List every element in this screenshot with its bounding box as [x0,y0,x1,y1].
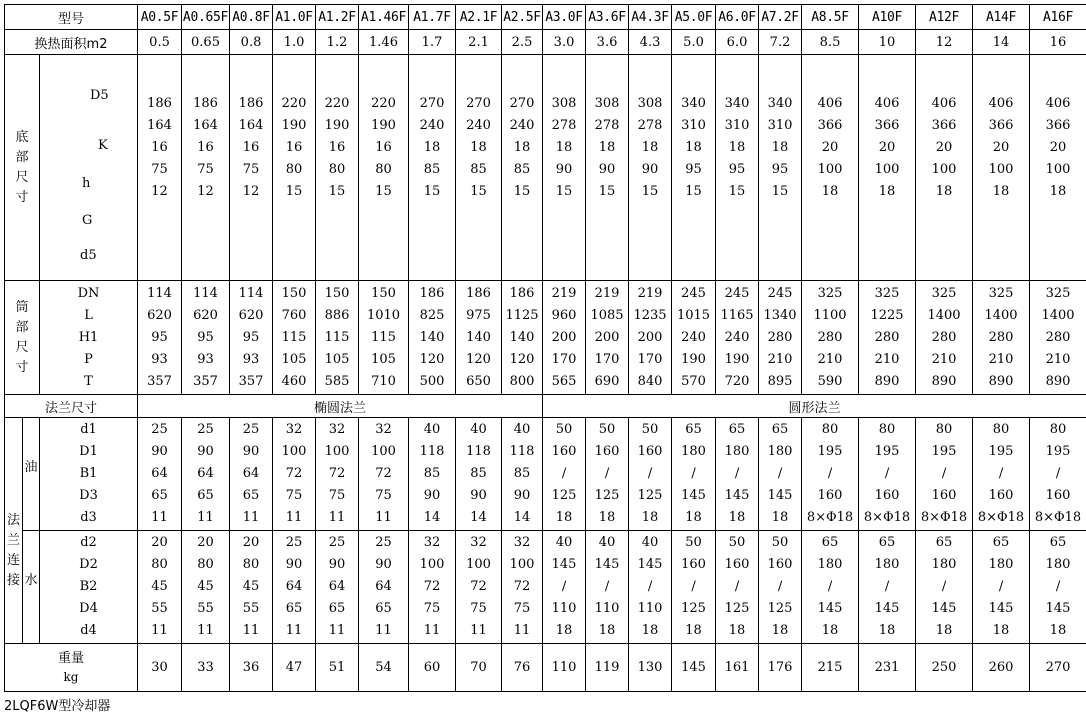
shell-values: 325 1100 280 210 590 [802,281,859,395]
model-cell: A12F [916,5,973,30]
water-values: 40 145 / 110 18 [629,531,672,644]
shell-values: 219 1235 200 170 840 [629,281,672,395]
oil-values: 80 195 / 160 8×Φ18 [859,418,916,531]
model-cell: A14F [973,5,1030,30]
oil-param-labels: d1 D1 B1 D3 d3 [40,418,138,531]
water-values: 32 100 72 75 11 [502,531,543,644]
weight-cell: 231 [859,644,916,692]
oil-values: 32 100 72 75 11 [359,418,409,531]
weight-cell: 130 [629,644,672,692]
base-values: 406 366 20 100 18 [916,55,973,281]
model-cell: A8.5F [802,5,859,30]
flange-conn-label: 法 兰 连 接 [5,418,23,644]
model-label: 型号 [5,5,138,30]
water-param-labels: d2 D2 B2 D4 d4 [40,531,138,644]
oil-values: 32 100 72 75 11 [316,418,359,531]
weight-cell: 60 [409,644,456,692]
water-values: 50 160 / 125 18 [759,531,802,644]
oil-values: 25 90 64 65 11 [230,418,273,531]
base-values: 340 310 18 95 15 [672,55,716,281]
flange-size-label: 法兰尺寸 [5,395,138,418]
model-cell: A7.2F [759,5,802,30]
weight-cell: 47 [273,644,316,692]
oil-values: 40 118 85 90 14 [502,418,543,531]
area-cell: 0.65 [182,30,230,55]
base-values: 406 366 20 100 18 [1030,55,1086,281]
area-cell: 10 [859,30,916,55]
model-cell: A5.0F [672,5,716,30]
base-param-label: d5 [80,247,97,263]
shell-values: 245 1165 240 190 720 [716,281,759,395]
oil-values: 80 195 / 160 8×Φ18 [916,418,973,531]
base-param-labels [40,55,138,281]
base-values: 270 240 18 85 15 [409,55,456,281]
area-cell: 2.5 [502,30,543,55]
model-cell: A6.0F [716,5,759,30]
weight-cell: 250 [916,644,973,692]
water-values: 32 100 72 75 11 [456,531,502,644]
water-values: 50 160 / 125 18 [716,531,759,644]
area-cell: 3.6 [586,30,629,55]
water-values: 40 145 / 110 18 [543,531,586,644]
oil-values: 65 180 / 145 18 [716,418,759,531]
area-cell: 4.3 [629,30,672,55]
area-cell: 5.0 [672,30,716,55]
water-values: 25 90 64 65 11 [359,531,409,644]
shell-values: 186 975 140 120 650 [456,281,502,395]
model-cell: A0.5F [138,5,182,30]
oil-label: 油 [23,418,40,531]
oil-values: 80 195 / 160 8×Φ18 [802,418,859,531]
weight-cell: 119 [586,644,629,692]
water-values: 65 180 / 145 18 [802,531,859,644]
base-values: 308 278 18 90 15 [629,55,672,281]
model-cell: A1.2F [316,5,359,30]
shell-values: 325 1400 280 210 890 [916,281,973,395]
shell-values: 325 1225 280 210 890 [859,281,916,395]
oil-values: 80 195 / 160 8×Φ18 [973,418,1030,531]
area-cell: 1.0 [273,30,316,55]
weight-cell: 76 [502,644,543,692]
water-values: 32 100 72 75 11 [409,531,456,644]
weight-cell: 270 [1030,644,1086,692]
area-cell: 14 [973,30,1030,55]
oil-values: 25 90 64 65 11 [182,418,230,531]
water-label: 水 [23,531,40,644]
base-param-label: G [82,212,93,228]
area-cell: 0.8 [230,30,273,55]
oval-flange-label: 椭圆法兰 [138,395,543,418]
base-param-label: h [82,175,91,191]
base-values: 186 164 16 75 12 [230,55,273,281]
weight-cell: 70 [456,644,502,692]
shell-values: 245 1340 280 210 895 [759,281,802,395]
water-values: 20 80 45 55 11 [230,531,273,644]
base-values: 186 164 16 75 12 [182,55,230,281]
model-cell: A2.1F [456,5,502,30]
base-values: 406 366 20 100 18 [973,55,1030,281]
base-values: 220 190 16 80 15 [359,55,409,281]
water-values: 65 180 / 145 18 [859,531,916,644]
area-cell: 7.2 [759,30,802,55]
weight-cell: 51 [316,644,359,692]
oil-values: 80 195 / 160 8×Φ18 [1030,418,1086,531]
oil-values: 50 160 / 125 18 [629,418,672,531]
weight-cell: 30 [138,644,182,692]
oil-values: 50 160 / 125 18 [586,418,629,531]
water-values: 50 160 / 125 18 [672,531,716,644]
area-label: 换热面积m2 [5,30,138,55]
area-cell: 8.5 [802,30,859,55]
base-values: 308 278 18 90 15 [586,55,629,281]
weight-cell: 145 [672,644,716,692]
shell-values: 114 620 95 93 357 [230,281,273,395]
model-cell: A0.8F [230,5,273,30]
base-values: 308 278 18 90 15 [543,55,586,281]
weight-cell: 33 [182,644,230,692]
caption: 2LQF6W型冷却器 [4,699,111,714]
round-flange-label: 圆形法兰 [543,395,1086,418]
base-values: 340 310 18 95 15 [759,55,802,281]
shell-values: 150 886 115 105 585 [316,281,359,395]
base-dims-label: 底 部 尺 寸 [5,55,40,281]
water-values: 40 145 / 110 18 [586,531,629,644]
area-cell: 3.0 [543,30,586,55]
area-cell: 2.1 [456,30,502,55]
water-values: 25 90 64 65 11 [316,531,359,644]
weight-cell: 36 [230,644,273,692]
shell-values: 186 1125 140 120 800 [502,281,543,395]
model-cell: A0.65F [182,5,230,30]
base-values: 406 366 20 100 18 [859,55,916,281]
base-param-label: K [98,137,108,153]
model-cell: A10F [859,5,916,30]
shell-values: 245 1015 240 190 570 [672,281,716,395]
model-cell: A1.0F [273,5,316,30]
oil-values: 25 90 64 65 11 [138,418,182,531]
oil-values: 32 100 72 75 11 [273,418,316,531]
spec-table [4,4,1086,692]
weight-cell: 54 [359,644,409,692]
oil-values: 40 118 85 90 14 [409,418,456,531]
shell-values: 219 960 200 170 565 [543,281,586,395]
water-values: 65 180 / 145 18 [916,531,973,644]
base-values: 270 240 18 85 15 [456,55,502,281]
area-cell: 12 [916,30,973,55]
oil-values: 65 180 / 145 18 [759,418,802,531]
water-values: 25 90 64 65 11 [273,531,316,644]
area-cell: 1.7 [409,30,456,55]
area-cell: 16 [1030,30,1086,55]
model-cell: A3.6F [586,5,629,30]
base-values: 220 190 16 80 15 [316,55,359,281]
shell-values: 325 1400 280 210 890 [1030,281,1086,395]
base-values: 406 366 20 100 18 [802,55,859,281]
oil-values: 50 160 / 125 18 [543,418,586,531]
oil-values: 40 118 85 90 14 [456,418,502,531]
weight-unit: kg [63,669,79,684]
weight-text: 重量 [58,650,85,666]
shell-values: 186 825 140 120 500 [409,281,456,395]
model-cell: A3.0F [543,5,586,30]
weight-cell: 215 [802,644,859,692]
area-cell: 1.2 [316,30,359,55]
shell-values: 150 1010 115 105 710 [359,281,409,395]
water-values: 20 80 45 55 11 [138,531,182,644]
area-cell: 0.5 [138,30,182,55]
model-cell: A1.46F [359,5,409,30]
weight-cell: 161 [716,644,759,692]
water-values: 65 180 / 145 18 [973,531,1030,644]
water-values: 20 80 45 55 11 [182,531,230,644]
shell-values: 150 760 115 105 460 [273,281,316,395]
area-cell: 1.46 [359,30,409,55]
weight-cell: 260 [973,644,1030,692]
weight-label [5,644,138,692]
model-cell: A2.5F [502,5,543,30]
shell-param-labels: DN L H1 P T [40,281,138,395]
shell-values: 114 620 95 93 357 [182,281,230,395]
base-param-label: D5 [90,87,109,103]
shell-values: 114 620 95 93 357 [138,281,182,395]
model-cell: A4.3F [629,5,672,30]
base-values: 220 190 16 80 15 [273,55,316,281]
water-values: 65 180 / 145 18 [1030,531,1086,644]
model-cell: A1.7F [409,5,456,30]
weight-cell: 110 [543,644,586,692]
shell-dims-label: 筒 部 尺 寸 [5,281,40,395]
model-cell: A16F [1030,5,1086,30]
base-values: 186 164 16 75 12 [138,55,182,281]
oil-values: 65 180 / 145 18 [672,418,716,531]
base-values: 340 310 18 95 15 [716,55,759,281]
area-cell: 6.0 [716,30,759,55]
shell-values: 219 1085 200 170 690 [586,281,629,395]
shell-values: 325 1400 280 210 890 [973,281,1030,395]
base-values: 270 240 18 85 15 [502,55,543,281]
weight-cell: 176 [759,644,802,692]
